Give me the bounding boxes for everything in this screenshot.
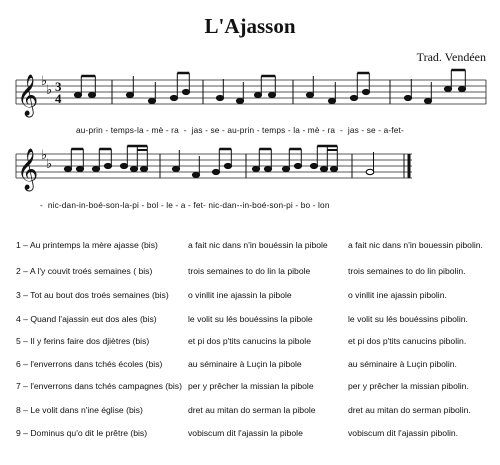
verse-middle: a fait nic dans n'in bouéssin la pibole [188, 240, 328, 250]
verse-ending: au séminaire à Luçin pibolin. [348, 359, 457, 369]
verse-lead: 3 – Tot au bout dos troés semaines (bis) [16, 290, 169, 300]
svg-text:♭: ♭ [41, 74, 48, 89]
svg-text:♭: ♭ [41, 148, 48, 163]
verse-middle: dret au mitan do serman la pibole [188, 405, 316, 415]
verse-lead: 8 – Le volit dans n'ine église (bis) [16, 405, 143, 415]
verse-ending: dret au mitan do serman pibolin. [348, 405, 471, 415]
verse-ending: trois semaines to do lin pibolin. [348, 266, 466, 276]
verse-lead: 6 – l'enverrons dans tchés écoles (bis) [16, 359, 163, 369]
song-title: L'Ajasson [204, 14, 296, 38]
verse-item [16, 240, 500, 256]
verse-item [16, 266, 500, 282]
verse-ending: et pi dos p'tits canucins pibolin. [348, 336, 467, 346]
verse-middle: per y prêcher la missian la pibole [188, 381, 314, 391]
verse-item [16, 290, 500, 306]
verse-middle: o vinllit ine ajassin la pibole [188, 290, 292, 300]
svg-text:♭: ♭ [46, 157, 53, 172]
lyrics-line-2: - nic-dan-in-boé-son-la-pi - bol - le - a - fet- nic-dan--in-boé-son-pi - bo - lon [40, 200, 330, 210]
time-signature-top: 3 [55, 79, 62, 94]
music-staff-1 [0, 60, 500, 120]
verse-item [16, 405, 500, 421]
music-staff-2 [0, 140, 500, 200]
verse-lead: 7 – l'enverrons dans tchés campagnes (bis) [16, 381, 182, 391]
svg-text:♭: ♭ [46, 83, 53, 98]
time-signature [55, 79, 62, 106]
verse-ending: o vinllit ine ajassin pibolin. [348, 290, 447, 300]
verse-middle: vobiscum dit l'ajassin la pibole [188, 428, 303, 438]
verse-ending: vobiscum dit l'ajassin pibolin. [348, 428, 459, 438]
verse-middle: trois semaines to do lin la pibole [188, 266, 311, 276]
verse-middle: et pi dos p'tits canucins la pibole [188, 336, 311, 346]
verse-item [16, 336, 500, 352]
verse-middle: au séminaire à Luçin la pibole [188, 359, 302, 369]
staff-lines [16, 80, 486, 104]
treble-clef-icon: 𝄞 [17, 75, 39, 116]
verse-item [16, 314, 500, 330]
verse-lead: 5 – Il y ferins faire dos djiètres (bis) [16, 336, 150, 346]
verse-item [16, 381, 500, 397]
verse-lead: 2 – A l'y couvit troés semaines ( bis) [16, 266, 153, 276]
composer-credit: Trad. Vendéen [416, 50, 486, 64]
lyrics-line-1: au-prin - temps-la - mè - ra - jas - se - au-prin - temps - la - mè - ra - jas - se - a-fet- [76, 125, 404, 135]
treble-clef-icon: 𝄞 [17, 149, 39, 190]
verse-ending: a fait nic dans n'in bouessin pibolin. [348, 240, 483, 250]
verse-ending: per y prêcher la missian pibolin. [348, 381, 469, 391]
time-signature-bottom: 4 [55, 91, 62, 106]
verse-ending: le volit su lés bouéssins pibolin. [348, 314, 468, 324]
verse-item [16, 359, 500, 375]
verse-lead: 4 – Quand l'ajassin eut dos ales (bis) [16, 314, 157, 324]
notes-row-1 [74, 70, 465, 104]
verse-lead: 9 – Dominus qu'o dit le prêtre (bis) [16, 428, 148, 438]
verse-lead: 1 – Au printemps la mère ajasse (bis) [16, 240, 158, 250]
key-signature [41, 74, 52, 98]
verse-middle: le volit su lés bouéssins la pibole [188, 314, 313, 324]
verse-item [16, 428, 500, 444]
notes-row-2 [64, 146, 409, 178]
key-signature [41, 148, 52, 172]
